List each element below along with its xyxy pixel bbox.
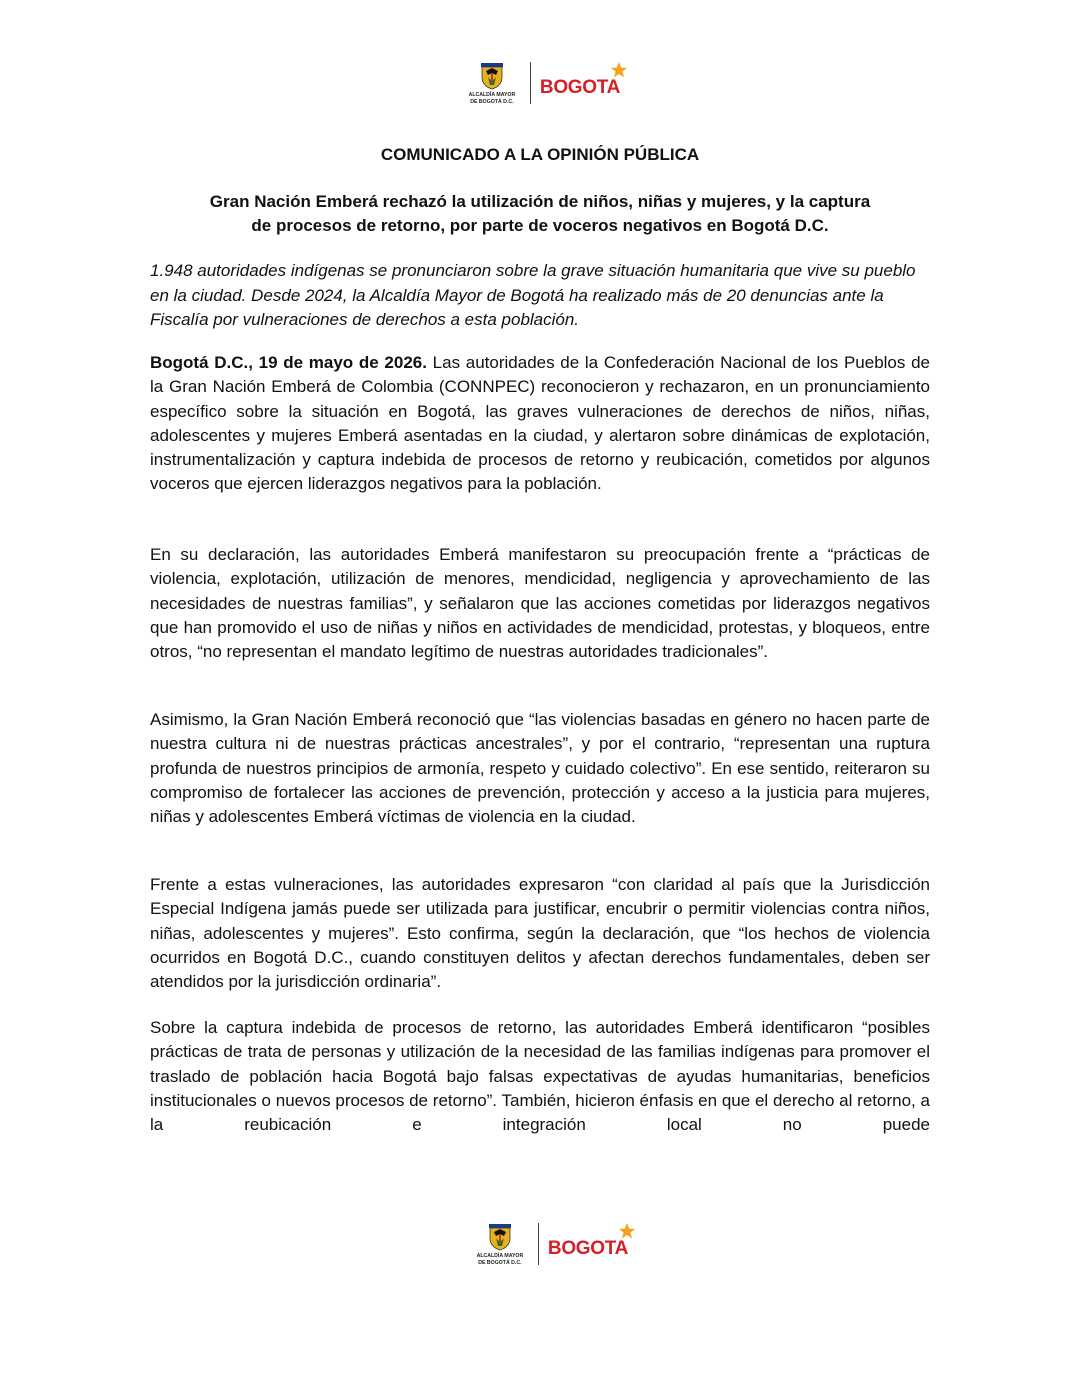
logo-divider (538, 1223, 539, 1265)
alcaldia-seal-footer (468, 1222, 532, 1266)
paragraph-4: Frente a estas vulneraciones, las autoridades expresaron “con claridad al país que la Jurisdicción Especial Indígena jamás puede ser utilizada para justificar, encubrir o permitir violencias contra niños, niñas, adolescentes y mujeres”. Esto confirma, según la declaración, que “los hechos de violencia ocurridos en Bogotá D.C., cuando constituyen delitos y afectan derechos fundamentales, deben ser atendidos por la jurisdicción ordinaria”. (150, 875, 930, 992)
bogota-brand-text: BOGOTA (539, 77, 621, 98)
logo-divider (530, 62, 531, 104)
star-icon (618, 1222, 636, 1240)
footer-logo (0, 1218, 1080, 1270)
alcaldia-seal (460, 61, 524, 105)
seal-caption-line1: ALCALDÍA MAYOR (468, 92, 516, 98)
header-logo (0, 58, 1080, 108)
coat-of-arms-icon (485, 1222, 515, 1252)
seal-caption-line1: ALCALDÍA MAYOR (476, 1253, 524, 1259)
paragraph-2: En su declaración, las autoridades Emberá manifestaron su preocupación frente a “prácticas de violencia, explotación, utilización de menores, mendicidad, negligencia y aprovechamiento de las necesidades de nuestras familias”, y señalaron que las acciones cometidas por liderazgos negativos que han promovido el uso de niñas y niños en actividades de mendicidad, protestas, y bloqueos, entre otros, “no representan el mandato legítimo de nuestras autoridades tradicionales”. (150, 545, 930, 662)
coat-of-arms-icon (477, 61, 507, 91)
paragraph-1 (150, 351, 930, 497)
dateline: Bogotá D.C., 19 de mayo de 2026. (150, 353, 427, 372)
seal-caption-line2: DE BOGOTÁ D.C. (470, 99, 514, 105)
subtitle-line-1: Gran Nación Emberá rechazó la utilización de niños, niñas y mujeres, y la captura (209, 192, 871, 211)
page-title: COMUNICADO A LA OPINIÓN PÚBLICA (380, 145, 700, 164)
bogota-wordmark (540, 67, 620, 99)
lead-paragraph: 1.948 autoridades indígenas se pronunciaron sobre la grave situación humanitaria que vive su pueblo en la ciudad. Desde 2024, la Alcaldía Mayor de Bogotá ha realizado más de 20 denuncias ante la Fiscalía por vulneraciones de derechos a esta población. (150, 261, 916, 329)
bogota-wordmark (548, 1228, 628, 1260)
bogota-brand-text: BOGOTA (547, 1238, 629, 1259)
subtitle-line-2: de procesos de retorno, por parte de voceros negativos en Bogotá D.C. (251, 216, 829, 235)
paragraph-5: Sobre la captura indebida de procesos de retorno, las autoridades Emberá identificaron “posibles prácticas de trata de personas y utilización de la necesidad de las familias indígenas para promover el traslado de población hacia Bogotá bajo falsas expectativas de ayudas humanitarias, beneficios institucionales o nuevos procesos de retorno”. También, hicieron énfasis en que el derecho al retorno, a la reubicación e integración local no puede (150, 1018, 930, 1135)
paragraph-1-body: Las autoridades de la Confederación Nacional de los Pueblos de la Gran Nación Emberá de Colombia (CONNPEC) reconocieron y rechazaron, en un pronunciamiento específico sobre la situación en Bogotá, las graves vulneraciones de derechos de niños, niñas, adolescentes y mujeres Emberá asentadas en la ciudad, y alertaron sobre dinámicas de explotación, instrumentalización y captura indebida de procesos de retorno y reubicación, cometidos por algunos voceros que ejercen liderazgos negativos para la población. (150, 353, 930, 494)
paragraph-3: Asimismo, la Gran Nación Emberá reconoció que “las violencias basadas en género no hacen parte de nuestra cultura ni de nuestras prácticas ancestrales”, y por el contrario, “representan una ruptura profunda de nuestros principios de armonía, respeto y cuidado colectivo”. En ese sentido, reiteraron su compromiso de fortalecer las acciones de prevención, protección y acceso a la justicia para mujeres, niñas y adolescentes Emberá víctimas de violencia en la ciudad. (150, 710, 930, 827)
subtitle (150, 190, 930, 238)
seal-caption-line2: DE BOGOTÁ D.C. (478, 1260, 522, 1266)
star-icon (610, 61, 628, 79)
